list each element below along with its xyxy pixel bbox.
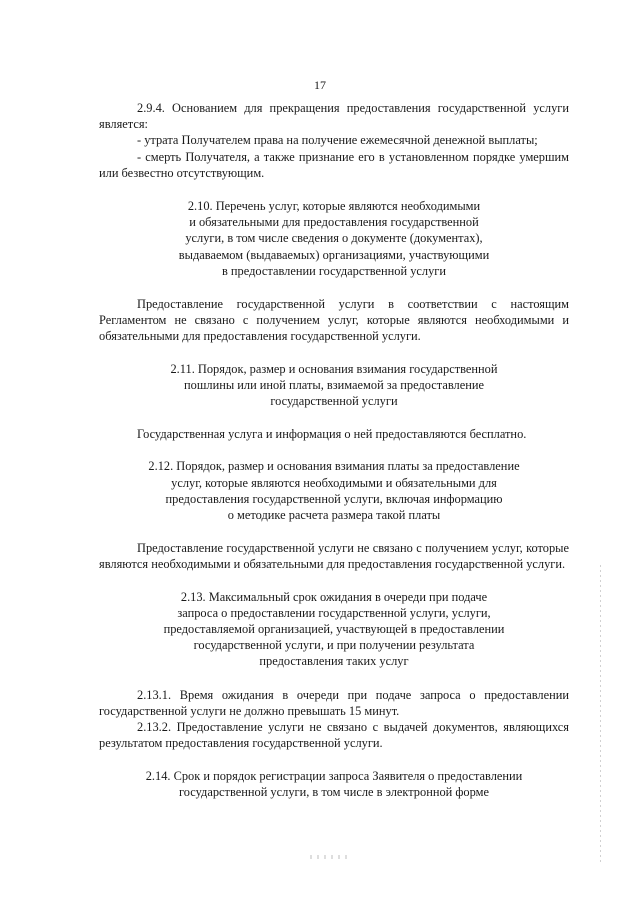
heading-line: и обязательными для предоставления государственной [189,215,479,230]
section-2-10-heading [99,198,569,279]
heading-line: 2.10. Перечень услуг, которые являются необходимыми [187,199,481,214]
section-2-9-4-item-2: - смерть Получателя, а также признание его в установленном порядке умершим или безвестно отсутствующим. [99,149,569,180]
document-content [99,100,569,800]
section-2-12-body: Предоставление государственной услуги не связано с получением услуг, которые являются необходимыми и обязательными для предоставления государственной услуги. [99,541,569,572]
section-2-11-body: Государственная услуга и информация о ней предоставляются бесплатно. [137,427,527,442]
section-2-13-1: 2.13.1. Время ожидания в очереди при подаче запроса о предоставлении государственной услуги не должно превышать 15 минут. [99,687,569,718]
heading-line: выдаваемом (выдаваемых) организациями, участвующими [178,247,490,262]
section-2-13-2: 2.13.2. Предоставление услуги не связано с выдачей документов, являющихся результатом предоставления государственной услуги. [99,720,569,751]
scan-dots-artifact [310,855,350,859]
page-number: 17 [314,78,326,92]
heading-line: в предоставлении государственной услуги [221,263,447,278]
section-2-14-heading [99,768,569,800]
heading-line: 2.12. Порядок, размер и основания взимания платы за предоставление [148,459,520,474]
section-2-13-heading [99,589,569,670]
section-2-11-heading [99,361,569,410]
heading-line: государственной услуги, в том числе в электронной форме [179,784,489,799]
heading-line: государственной услуги [270,394,398,409]
heading-line: 2.13. Максимальный срок ожидания в очереди при подаче [180,589,488,604]
heading-line: предоставляемой организацией, участвующей в предоставлении [163,622,505,637]
heading-line: о методике расчета размера такой платы [227,508,441,523]
heading-line: 2.11. Порядок, размер и основания взимания государственной [170,361,498,376]
heading-line: услуги, в том числе сведения о документе (документах), [185,231,483,246]
heading-line: услуг, которые являются необходимыми и обязательными для [171,475,497,490]
section-2-9-4-item-1: - утрата Получателем права на получение ежемесячной денежной выплаты; [137,133,538,148]
section-2-10-body: Предоставление государственной услуги в соответствии с настоящим Регламентом не связано с получением услуг, которые являются необходимыми и обязательными для предоставления государственной услуги. [99,297,569,344]
section-2-12-heading [99,458,569,523]
heading-line: государственной услуги, и при получении результата [193,638,475,653]
heading-line: пошлины или иной платы, взимаемой за предоставление [184,377,484,392]
scan-edge-artifact [600,565,601,865]
heading-line: запроса о предоставлении государственной услуги, услуги, [177,605,491,620]
heading-line: 2.14. Срок и порядок регистрации запроса Заявителя о предоставлении [145,768,523,783]
heading-line: предоставления таких услуг [259,654,409,669]
heading-line: предоставления государственной услуги, включая информацию [165,491,503,506]
section-2-9-4-intro: 2.9.4. Основанием для прекращения предоставления государственной услуги является: [99,101,569,132]
